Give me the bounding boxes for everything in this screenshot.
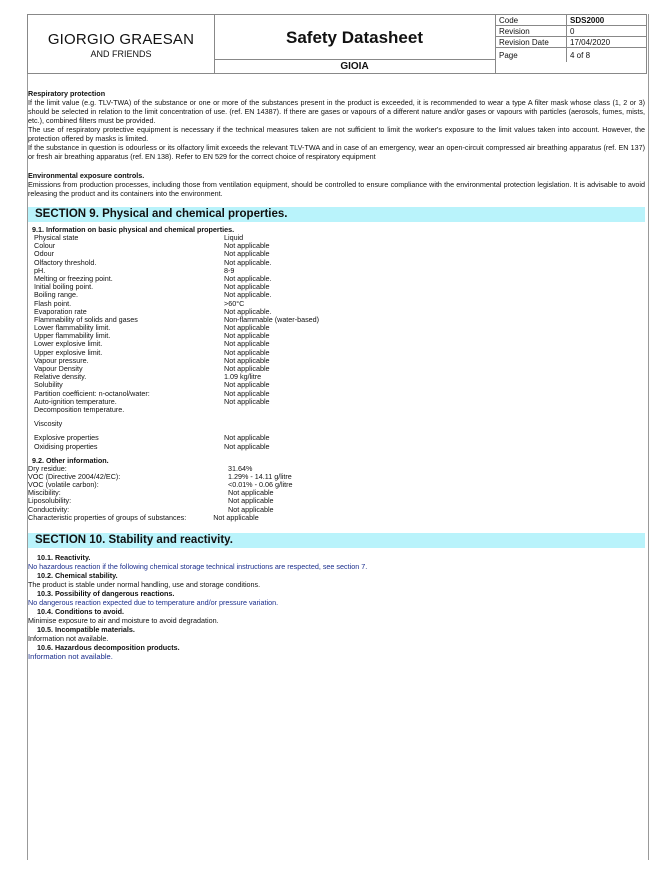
company-name: GIORGIO GRAESAN xyxy=(47,31,195,48)
property-row xyxy=(28,473,645,481)
property-label: pH. xyxy=(34,265,46,275)
respiratory-paragraph-3: If the substance in question is odourless or its olfactory limit exceeds the relevant TLV-TWA and in case of an emergency, wear an open-circuit compressed air breathing apparatus (ref. EN 137) or fresh air breathing apparatus (ref. EN 138). Refer to EN 529 for the correct choice of respiratory equipment xyxy=(28,143,645,161)
property-label: Partition coefficient: n-octanol/water: xyxy=(34,388,150,398)
document-header xyxy=(27,14,647,74)
property-value: Not applicable xyxy=(224,347,270,357)
property-row xyxy=(34,406,645,414)
property-value: Not applicable. xyxy=(224,257,272,267)
section-9-header: SECTION 9. Physical and chemical properties. xyxy=(28,207,645,222)
properties-list xyxy=(34,234,645,414)
company-block xyxy=(28,15,215,60)
property-label: Evaporation rate xyxy=(34,306,87,316)
property-value: Not applicable xyxy=(224,433,270,443)
property-row xyxy=(34,357,645,365)
property-row xyxy=(34,275,645,283)
property-label: Melting or freezing point. xyxy=(34,273,113,283)
section-10-text: Information not available. xyxy=(28,652,113,661)
respiratory-paragraph-1: If the limit value (e.g. TLV-TWA) of the substance or one or more of the substances present in the product is exceeded, it is recommended to wear a type A filter mask whose class (1, 2 or 3) should be selected in relation to the limit concentration of use. (ref. EN 14387). If there are gases or vapours of a different nature and/or gases or vapours with particles (aerosols, fumes, mists, etc.), combined filters must be provided. xyxy=(28,98,645,125)
property-value: Not applicable xyxy=(224,282,270,292)
header-empty-cell xyxy=(28,60,215,74)
meta-code-value: SDS2000 xyxy=(567,15,647,26)
property-row xyxy=(34,316,645,324)
property-row xyxy=(34,443,645,451)
document-title: Safety Datasheet xyxy=(214,15,496,60)
section-10-text: No dangerous reaction expected due to temperature and/or pressure variation. xyxy=(28,598,279,607)
property-row xyxy=(34,365,645,373)
other-info-label: VOC (volatile carbon): xyxy=(28,480,99,490)
section-10-list xyxy=(28,553,645,661)
property-value: Non-flammable (water-based) xyxy=(224,314,320,324)
company-subtitle: AND FRIENDS xyxy=(90,49,152,59)
groups-row xyxy=(28,514,645,522)
property-value: Not applicable xyxy=(224,355,270,365)
property-label: Odour xyxy=(34,249,54,259)
property-label: Flammability of solids and gases xyxy=(34,314,138,324)
property-value: Not applicable. xyxy=(224,273,272,283)
property-label: Physical state xyxy=(34,233,79,242)
property-row xyxy=(28,465,645,473)
meta-code-label: Code xyxy=(496,15,567,26)
property-value: Not applicable xyxy=(224,249,270,259)
section-10-header: SECTION 10. Stability and reactivity. xyxy=(28,533,645,548)
property-value: Not applicable xyxy=(224,396,270,406)
environmental-paragraph: Emissions from production processes, including those from ventilation equipment, should be controlled to ensure compliance with the environmental protection legislation. It is advisable to avoid releasing the product and its containers into the environment. xyxy=(28,180,645,198)
property-value: Not applicable. xyxy=(224,290,272,300)
property-label: Boiling range. xyxy=(34,290,78,300)
document-body xyxy=(28,78,645,661)
document-meta-table xyxy=(496,15,646,62)
property-row xyxy=(34,434,645,442)
section-10-text: The product is stable under normal handling, use and storage conditions. xyxy=(28,580,261,589)
property-label: Flash point. xyxy=(34,298,72,308)
property-label: Vapour pressure. xyxy=(34,355,89,365)
property-label: Initial boiling point. xyxy=(34,282,94,292)
property-label: Colour xyxy=(34,241,56,251)
property-row xyxy=(34,390,645,398)
meta-revision-value: 0 xyxy=(567,26,647,37)
property-label: Vapour Density xyxy=(34,364,83,373)
property-value: Not applicable xyxy=(224,241,270,251)
section-10-text: Minimise exposure to air and moisture to avoid degradation. xyxy=(28,616,219,625)
property-value: Not applicable xyxy=(224,380,270,390)
other-info-value: <0.01% - 0.06 g/litre xyxy=(228,480,293,490)
property-label: Olfactory threshold. xyxy=(34,257,97,267)
property-row xyxy=(28,489,645,497)
property-row xyxy=(34,259,645,267)
section-10-subheading: 10.3. Possibility of dangerous reactions. xyxy=(37,589,175,598)
groups-label: Characteristic properties of groups of substances: xyxy=(28,512,187,522)
property-label: Relative density. xyxy=(34,372,87,382)
product-name: GIOIA xyxy=(214,60,496,74)
property-row xyxy=(34,283,645,291)
other-info-value: 1.29% - 14.11 g/litre xyxy=(228,471,292,481)
section-10-subheading: 10.4. Conditions to avoid. xyxy=(37,607,125,616)
section-10-subheading: 10.6. Hazardous decomposition products. xyxy=(37,643,180,652)
meta-page-label: Page xyxy=(496,48,567,63)
section-10-subheading: 10.2. Chemical stability. xyxy=(37,571,118,580)
property-row xyxy=(34,234,645,242)
other-info-label: Dry residue: xyxy=(28,463,67,473)
property-value: 8-9 xyxy=(224,265,235,275)
other-info-label: VOC (Directive 2004/42/EC): xyxy=(28,471,121,481)
properties-list-2 xyxy=(34,434,645,450)
property-value: >60°C xyxy=(224,298,245,308)
section-10-subheading: 10.5. Incompatible materials. xyxy=(37,625,135,634)
other-info-value: Not applicable xyxy=(228,496,274,506)
other-information-list xyxy=(28,465,645,514)
groups-value: Not applicable xyxy=(213,512,259,522)
environmental-heading: Environmental exposure controls. xyxy=(28,171,145,180)
meta-revision-date-value: 17/04/2020 xyxy=(567,37,647,48)
property-value: 1.09 kg/litre xyxy=(224,372,262,382)
property-value: Not applicable xyxy=(224,339,270,349)
property-row xyxy=(28,497,645,505)
other-info-value: Not applicable xyxy=(228,488,274,498)
meta-page-value: 4 of 8 xyxy=(570,50,591,60)
section-10-text: No hazardous reaction if the following chemical storage technical instructions are respected, see section 7. xyxy=(28,562,368,571)
other-info-value: 31.64% xyxy=(228,463,253,473)
section-10-text: Information not available. xyxy=(28,634,109,643)
property-label: Lower flammability limit. xyxy=(34,323,111,333)
property-row xyxy=(34,250,645,258)
property-row xyxy=(34,242,645,250)
property-value: Not applicable xyxy=(224,441,270,451)
other-info-label: Conductivity: xyxy=(28,504,70,514)
property-row xyxy=(28,481,645,489)
property-label: Auto-ignition temperature. xyxy=(34,396,117,406)
property-row xyxy=(34,349,645,357)
section-9-1-heading: 9.1. Information on basic physical and chemical properties. xyxy=(32,225,235,234)
property-row xyxy=(34,324,645,332)
other-info-value: Not applicable xyxy=(228,504,274,514)
other-info-label: Miscibility: xyxy=(28,488,61,498)
meta-revision-date-label: Revision Date xyxy=(496,37,567,48)
property-row xyxy=(34,291,645,299)
property-label: Upper flammability limit. xyxy=(34,331,111,341)
viscosity-row xyxy=(34,414,645,434)
property-value: Not applicable xyxy=(224,364,270,373)
property-value: Not applicable xyxy=(224,331,270,341)
property-row xyxy=(34,398,645,406)
property-label: Solubility xyxy=(34,380,63,390)
property-value: Not applicable. xyxy=(224,306,272,316)
property-row xyxy=(34,332,645,340)
property-label: Upper explosive limit. xyxy=(34,347,103,357)
section-10-subheading: 10.1. Reactivity. xyxy=(37,553,91,562)
property-label: Lower explosive limit. xyxy=(34,339,103,349)
meta-revision-label: Revision xyxy=(496,26,567,37)
section-9-2-heading: 9.2. Other information. xyxy=(32,455,109,465)
property-label: Viscosity xyxy=(34,419,63,429)
property-value: Liquid xyxy=(224,233,244,242)
property-label: Oxidising properties xyxy=(34,441,98,451)
respiratory-paragraph-2: The use of respiratory protective equipment is necessary if the technical measures taken are not sufficient to limit the worker's exposure to the limit values taken into account. However, the protection offered by masks is limited. xyxy=(28,125,645,143)
respiratory-heading: Respiratory protection xyxy=(28,89,106,98)
property-row xyxy=(34,373,645,381)
property-row xyxy=(34,267,645,275)
property-label: Decomposition temperature. xyxy=(34,404,125,414)
property-row xyxy=(34,300,645,308)
property-value: Not applicable xyxy=(224,323,270,333)
other-info-label: Liposolubility: xyxy=(28,496,72,506)
property-row xyxy=(34,340,645,348)
property-value: Not applicable xyxy=(224,388,270,398)
property-label: Explosive properties xyxy=(34,433,99,443)
